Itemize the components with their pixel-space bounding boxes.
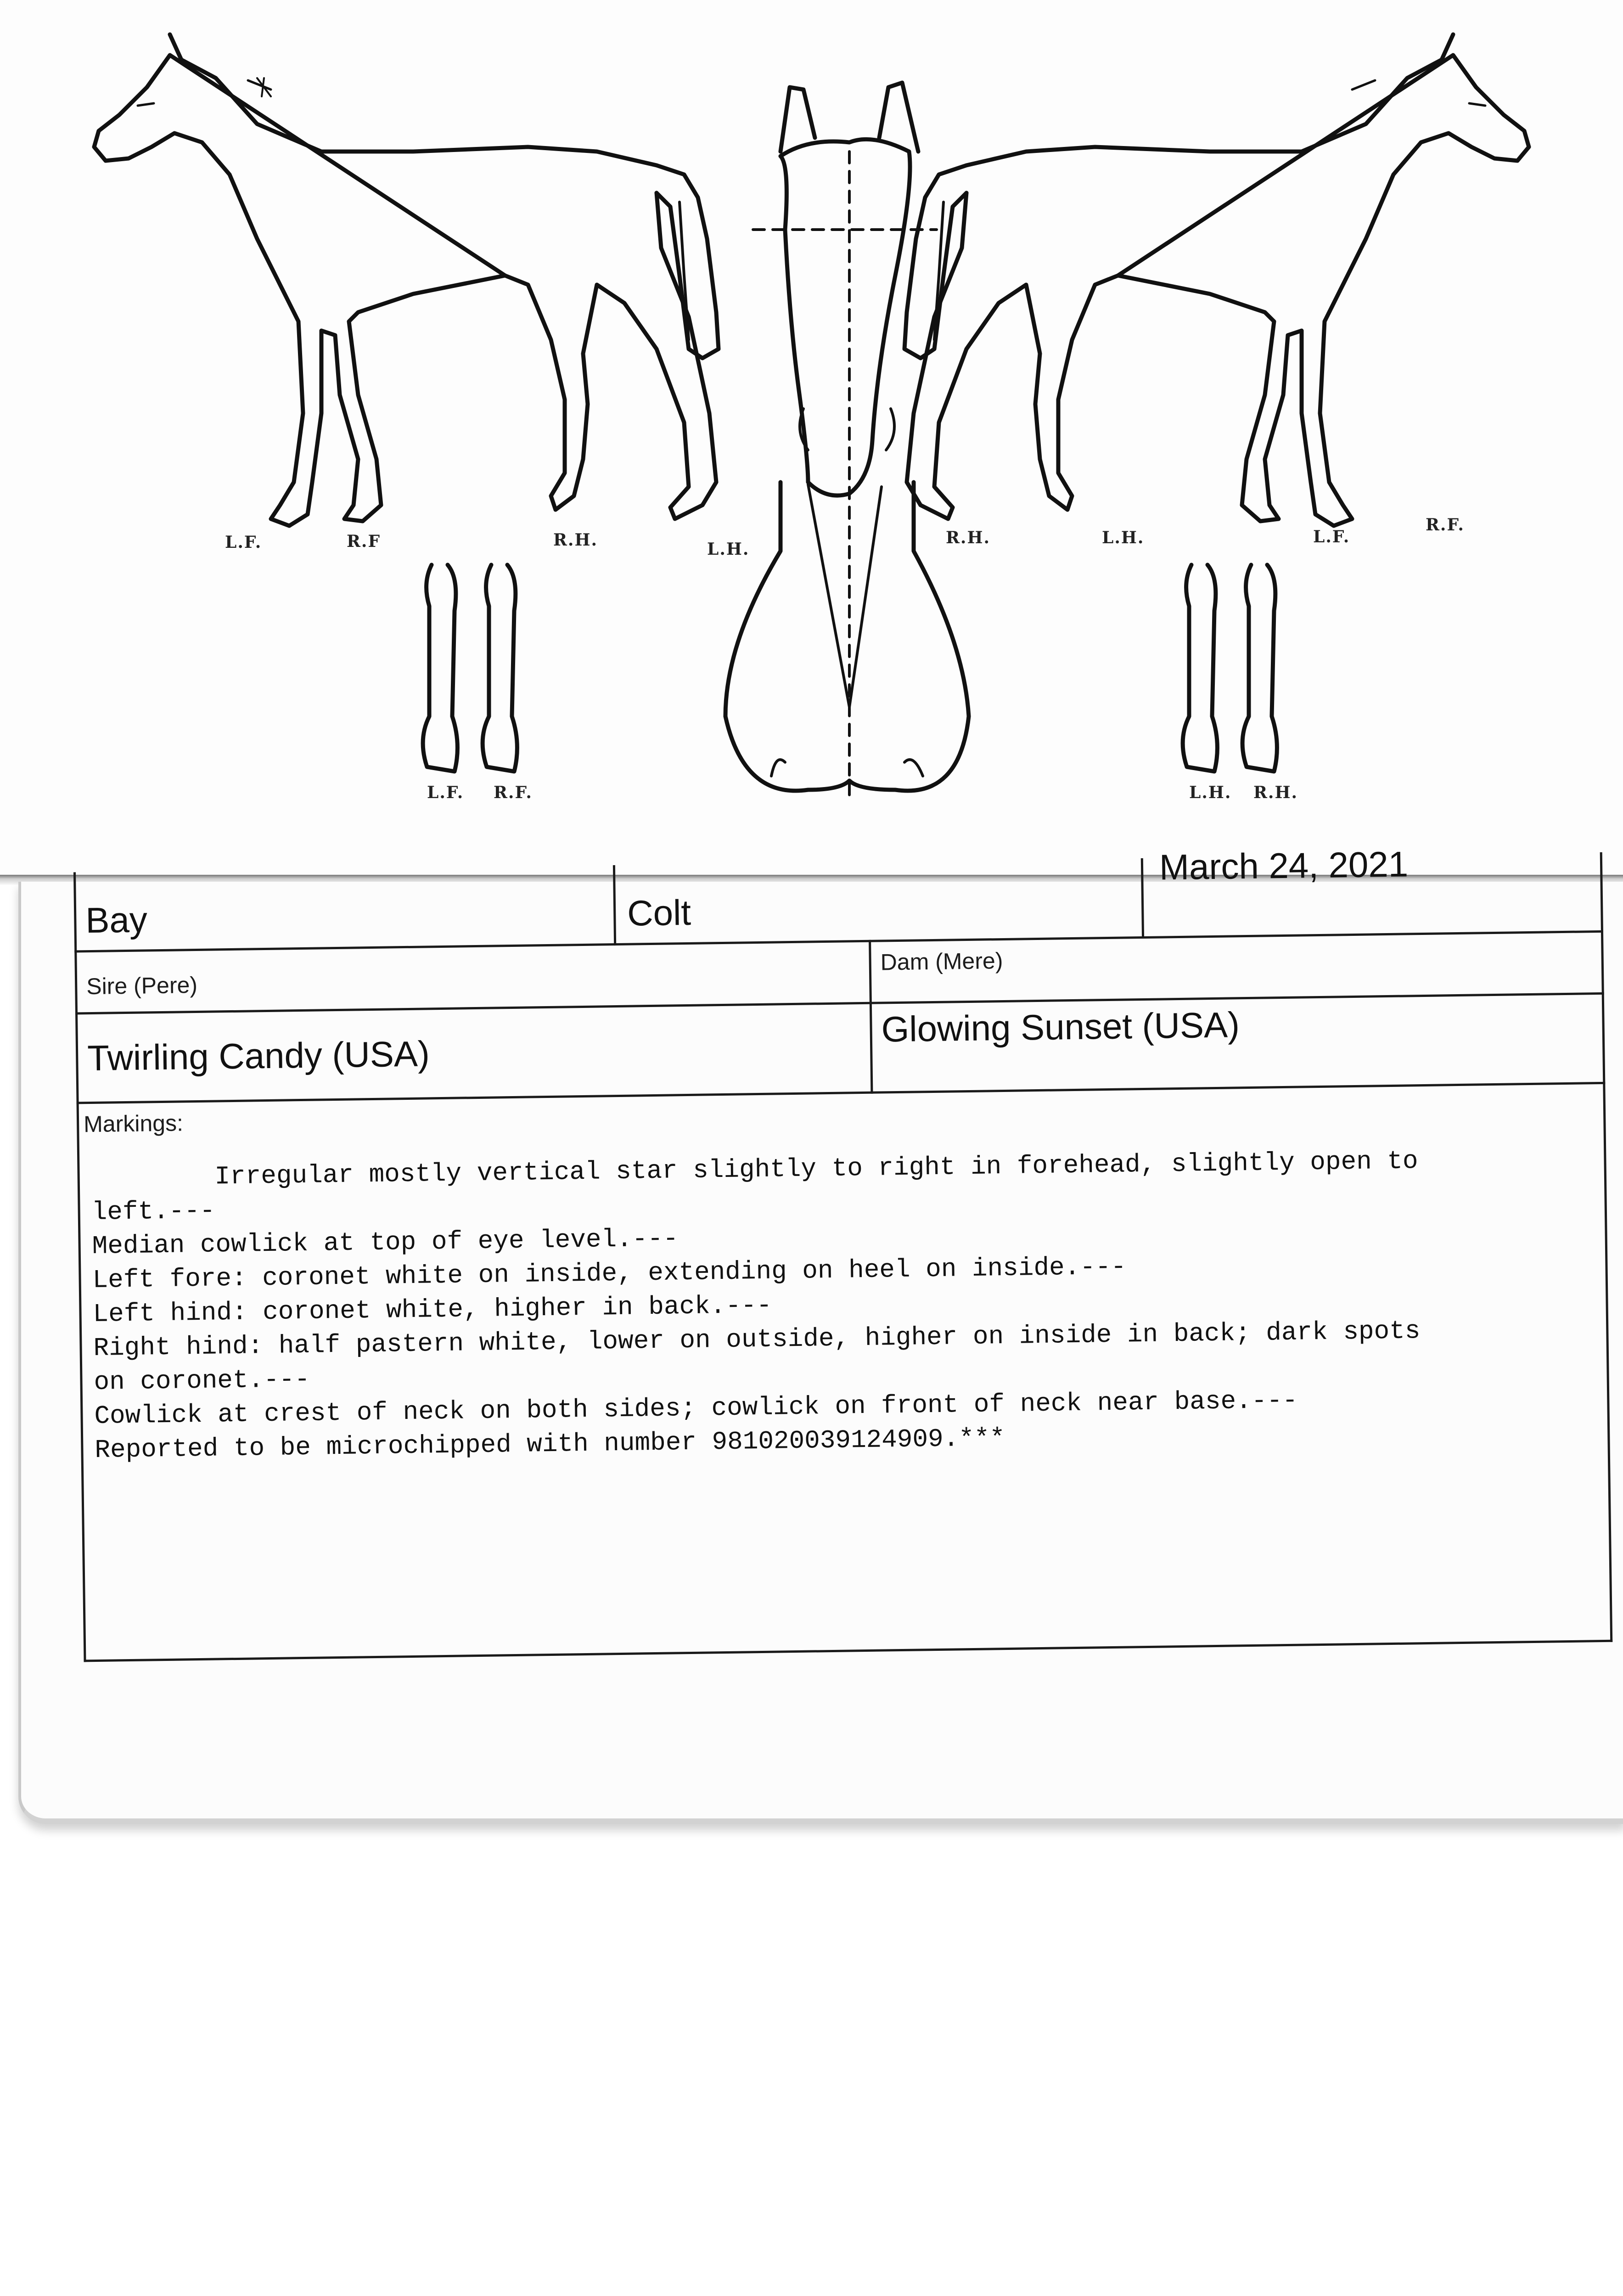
sire-label: Sire (Pere) [86,972,198,1000]
label-rh-left-horse: R.H. [553,530,598,550]
label-lf-front-legs: L.F. [427,783,464,802]
horse-markings-diagram [0,0,1623,877]
markings-label: Markings: [83,1110,184,1137]
label-rf-front-legs: R.F. [494,783,533,802]
markings-box [81,1084,1608,1655]
label-rh-hind-legs: R.H. [1253,783,1298,802]
left-side-horse-outline [94,34,719,526]
hind-legs-outline [1183,565,1277,771]
sex-value: Colt [627,892,691,934]
date-of-birth-value: March 24, 2021 [1159,844,1409,888]
label-lh-hind-legs: L.H. [1189,783,1232,802]
registration-form [55,844,1622,1676]
label-lh-right-horse: L.H. [1102,528,1145,547]
label-rh-right-horse: R.H. [946,528,990,547]
right-side-horse-outline [904,34,1529,526]
dam-label: Dam (Mere) [880,947,1003,975]
dam-name: Glowing Sunset (USA) [881,1004,1240,1050]
label-rf-right-horse: R.F. [1426,515,1465,535]
label-lf-right-horse: L.F. [1313,527,1350,546]
markings-text: Irregular mostly vertical star slightly to right in forehead, slightly open to left.--- Median cowlick at top of eye level.--- Left fore: coronet white on inside, extending on heel on inside.--- Left hind: coronet white, higher in back.--- Right hind: half pastern white, lower on outside, higher on inside in back; dark spots on coronet.--- Cowlick at crest of neck on both sides; cowlick on front of neck near base.--- Reported to be microchipped with number 981020039124909.*** [91,1146,1421,1465]
label-lh-left-horse: L.H. [707,540,750,559]
label-lf-left-horse: L.F. [225,533,262,552]
front-legs-outline [423,565,517,771]
color-value: Bay [85,899,148,941]
front-head-outline [725,83,969,799]
label-rf-left-horse: R.F [347,532,381,551]
sire-name: Twirling Candy (USA) [87,1033,430,1079]
